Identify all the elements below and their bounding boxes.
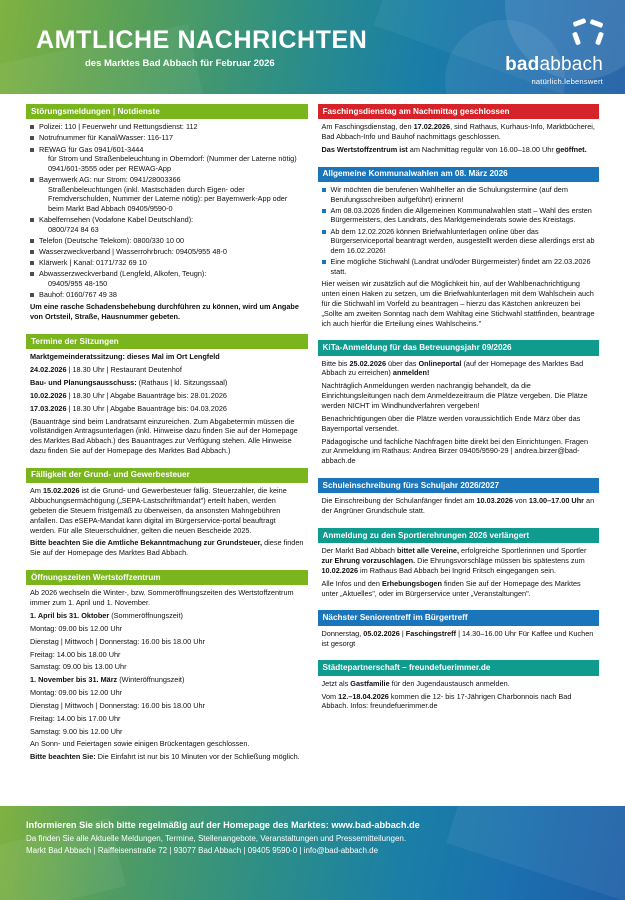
section-body [318,356,600,471]
termin-time-2: 18.30 Uhr [72,390,105,400]
section-body: Marktgemeinderatssitzung: dieses Mal im Ort Lengfeld 24.02.2026 | 18.30 Uhr | Restaurant Deutenhof Bau- und Planungsausschuss: (Rathaus | kl. Sitzungssaal) 10.02.2026 | 18.30 Uhr | Abgabe Bauanträge bis: 28.01.2026 17.03.2026 | 18.30 Uhr | Abgabe Bauanträge bis: 04.03.2026 (Bauanträge sind beim Landratsamt einzureichen. Zum Abgabetermin müssen die vollständigen Antragsunterlagen (inkl. Hinweise dazu finden Sie auf der Homepage des Marktes Bad Abbach.) des Bauantrages zur Verfügung stehen. Alle Hinweise dazu finden Sie auf der Homepage des Marktes Bad Abbach.) [26,349,308,461]
kita-mid2: (auf der Homepage des Marktes Bad Abbach zu erreichen) [321,358,584,378]
termin-date-1: 24.02.2026 [30,365,67,375]
list-item: Klärwerk | Kanal: 0171/732 69 10 [30,258,304,268]
ehrung-m2: Die Ehrungsvorschläge müssen bis spätestens zum [415,556,585,566]
oeffnung-summer-line-4: Samstag: 09.00 bis 13.00 Uhr [30,662,127,672]
fasching-wsz-open: geöffnet. [555,144,587,154]
list-item: Polizei: 110 | Feuerwehr und Rettungsdienst: 112 [30,122,304,132]
content-area [0,94,625,806]
schule-date: 10.03.2026 [476,496,513,506]
oeffnung-summer-line-2: Dienstag | Mittwoch | Donnerstag: 16.00 bis 18.00 Uhr [30,636,205,646]
page-title: AMTLICHE NACHRICHTEN [36,26,368,54]
list-item [30,175,304,214]
faellig-text: ist die Grund- und Gewerbesteuer fällig. Steuerzahler, die keine Abbuchungsermächtigung („SEPA-Lastschriftmandat") erteilt haben, werden gebeten die Steuern fristgemäß zu überweisen, da ansonsten Mahngebühren anfallen. Das eSEPA-Mandat kann digital im Bürgerservice-portal beauftragt werden. Für alle Steuerschuldner, gelten die neuen Bescheide 2025. [30,486,287,535]
section-seniorentreff [318,610,600,653]
section-heading: Schuleinschreibung fürs Schuljahr 2026/2027 [318,478,600,493]
oeffnung-winter-line-4: Samstag: 9.00 bis 12.00 Uhr [30,726,123,736]
oeffnung-winter-title: 1. November bis 31. März [30,675,118,685]
list-item: Wir möchten die berufenen Wahlhelfer an die Schulungstermine (auf dem Berufungsschreiben aufgeführt) erinnern! [322,185,596,204]
senioren-time: | 14.30–16.00 Uhr [456,628,517,638]
kita-register: anmelden! [392,368,430,378]
wahlen-note: Hier weisen wir zusätzlich auf die Möglichkeit hin, auf der Wahlbenachrichtigung unten einen Haken zu setzen, um die Briefwahlunterlagen mit dem Wahlschein auch für die Stichwahl im Vorfeld zu beantragen – hierzu das Kästchen ankreuzen bei „Sollte am zweiten Sonntag nach dem Wahltag eine Stichwahl stattfinden, beantrage ich auch hierfür die Erteilung eines Wahlscheins." [321,279,595,328]
kita-p3: Benachrichtigungen über die Plätze werden voraussichtlich Ende März über das Bayernportal versendet. [321,413,581,433]
section-heading: Allgemeine Kommunalwahlen am 08. März 2026 [318,167,600,182]
senioren-date: 05.02.2026 [363,628,400,638]
oeffnung-winter-line-3: Freitag: 14.00 bis 17.00 Uhr [30,713,121,723]
schule-time: 13.00–17.00 Uhr [528,496,584,506]
section-heading: Termine der Sitzungen [26,334,308,349]
senioren-post: Für Kaffee und Kuchen ist gesorgt [321,628,594,648]
section-body [26,483,308,563]
faellig-bold-note: Bitte beachten Sie die Amtliche Bekanntmachung zur Grundsteuer, [30,538,263,548]
partner-p2-pre: Vom [321,691,339,701]
ehrung-pre: Der Markt Bad Abbach [321,546,397,556]
faellig-date: 15.02.2026 [42,486,80,496]
schule-pre: Die Einschreibung der Schulanfänger findet am [321,496,477,506]
partner-pre: Jetzt als [321,678,351,688]
termine-bau-place: (Rathaus | kl. Sitzungssaal) [138,378,228,387]
kita-pre: Bitte bis [321,358,350,368]
logo-bold: bad [505,54,540,75]
section-body [318,543,600,603]
kita-p4: Pädagogische und fachliche Nachfragen bitte direkt bei den Einrichtungen. Fragen zur Anmeldung im Rathaus: Andrea Birzer 09405/9590-29 | andrea.birzer@bad-abbach.de [321,436,589,466]
logo-wordmark [505,55,603,74]
section-heading: Nächster Seniorentreff im Bürgertreff [318,610,600,625]
section-body [26,585,308,767]
page-footer [0,806,625,900]
section-schuleinschreibung [318,478,600,521]
section-faschingsdienstag [318,104,600,160]
ehrung-p2-bold: Erhebungsbogen [381,578,442,588]
footer-info-line: Da finden Sie alle Aktuelle Meldungen, Termine, Stellenangebote, Veranstaltungen und Pressemitteilungen. [26,834,407,843]
oeffnung-closing-2: Die Einfahrt ist nur bis 10 Minuten vor der Schließung möglich. [95,752,300,762]
termine-intro: Marktgemeinderatssitzung: dieses Mal im Ort Lengfeld [30,352,220,362]
section-heading: Faschingsdienstag am Nachmittag geschlossen [318,104,600,119]
kita-mid: über das [386,358,419,368]
section-heading: Öffnungszeiten Wertstoffzentrum [26,570,308,585]
senioren-sep: | [399,628,406,638]
logo-thin: abbach [539,54,603,75]
oeffnung-summer-sub: (Sommeröffnungszeit) [111,611,183,620]
fasching-wsz-text: am Nachmittag regulär von 16.00–18.00 Uhr [407,144,556,154]
section-staedtepartnerschaft [318,660,600,716]
list-item: Am 08.03.2026 finden die Allgemeinen Kommunalwahlen statt – Wahl des ersten Bürgermeisters, des Landrats, des Marktgemeinderats sowie des Kreistags. [322,206,596,225]
partner-bold: Gastfamilie [350,678,390,688]
right-column [318,104,600,806]
oeffnung-summer-title: 1. April bis 31. Oktober [30,611,110,620]
section-body [318,119,600,160]
fasching-pre: Am Faschingsdienstag, den [321,122,414,132]
termin-date-3: 17.03.2026 [30,403,67,413]
list-item-detail: Straßenbeleuchtungen (inkl. Mastschäden durch Eigen- oder Fremdverschulden, Nummer der Laterne nötig): per Bayernwerk-App oder beim Markt Bad Abbach 09405/9590-0 [48,184,288,213]
termin-time-3: 18.30 Uhr [72,403,105,413]
section-body [318,493,600,521]
section-heading: Störungsmeldungen | Notdienste [26,104,308,119]
list-item-label: Abwasserzweckverband (Lengfeld, Alkofen, Teugn): [39,269,207,278]
page-header [0,0,625,94]
section-stoerungsmeldungen [26,104,308,327]
ehrung-p2-pre: Alle Infos und den [321,578,382,588]
oeffnung-winter-line-2: Dienstag | Mittwoch | Donnerstag: 16.00 bis 18.00 Uhr [30,700,205,710]
oeffnung-closing-1: An Sonn- und Feiertagen sowie einigen Brückentagen geschlossen. [30,739,250,749]
page-subtitle: des Marktes Bad Abbach für Februar 2026 [85,58,275,69]
schule-mid: von [512,496,529,506]
list-item [30,215,304,234]
section-heading: Städtepartnerschaft – freundefuerimmer.de [318,660,600,675]
termine-bau-label: Bau- und Planungsausschuss: [30,378,137,387]
section-termine [26,334,308,461]
logo-mark-icon [573,20,603,50]
kita-portal: Onlineportal [418,358,462,368]
list-item-label: Kabelfernsehen (Vodafone Kabel Deutschland): [39,214,194,224]
section-heading: Fälligkeit der Grund- und Gewerbesteuer [26,468,308,483]
termin-place-3: Abgabe Bauanträge bis: 04.03.2026 [110,403,227,413]
list-item-detail: 09405/955 48-150 [48,278,108,288]
list-item: Wasserzweckverband | Wasserrohrbruch: 09405/955 48-0 [30,247,304,257]
footer-content [0,806,625,855]
list-item-label: Bayernwerk AG: nur Strom: 0941/28003366 [39,174,181,184]
faellig-pre: Am [30,486,43,496]
oeffnung-closing-bold: Bitte beachten Sie: [30,752,96,762]
list-item-detail: für Strom und Straßenbeleuchtung in Oberndorf: (Nummer der Laterne nötig) 0941/601-3555 oder per REWAG-App [48,154,297,173]
partner-p2-post: kommen die 12- bis 17-Jährigen Charbonnois nach Bad Abbach. Infos: freundefuerimmer.de [321,691,572,711]
ehrung-b1: bittet alle Vereine, [396,546,460,556]
wahlen-list [322,185,596,276]
section-body [318,626,600,654]
section-heading: Anmeldung zu den Sportlerehrungen 2026 verlängert [318,528,600,543]
oeffnung-summer-line-3: Freitag: 14.00 bis 18.00 Uhr [30,649,121,659]
emergency-list [30,122,304,299]
section-sportlerehrungen [318,528,600,603]
section-body [318,676,600,717]
logo-claim: natürlich.lebenswert [531,77,603,86]
ehrung-p2-post: finden Sie auf der Homepage des Marktes unter „Aktuelles", oder im Bürgerservice unter „Veranstaltungen". [321,578,581,598]
faellig-note-rest: diese finden Sie auf der Homepage des Marktes Bad Abbach. [30,538,304,558]
schule-post: an der Angrüner Grundschule statt. [321,496,595,516]
list-item-detail: 0800/724 84 63 [48,224,99,234]
termin-place-1: Restaurant Deutenhof [110,365,182,375]
oeffnung-winter-line-1: Montag: 09.00 bis 12.00 Uhr [30,688,123,698]
senioren-event: Faschingstreff [405,628,457,638]
section-heading: KiTa-Anmeldung für das Betreuungsjahr 09/2026 [318,340,600,355]
emergency-closing-note: Um eine rasche Schadensbehebung durchführen zu können, wird um Angabe von Ortsteil, Straße, Hausnummer gebeten. [30,302,299,322]
list-item: Ab dem 12.02.2026 können Briefwahlunterlagen online über das Bürgerserviceportal beantragt werden, ausgestellt werden diese allerdings erst ab dem 16.02.2026! [322,227,596,256]
ehrung-date: 10.02.2026 [321,565,359,575]
oeffnung-intro: Ab 2026 wechseln die Winter-, bzw. Sommeröffnungszeiten des Wertstoffzentrum immer zum 1. April und 1. November. [30,588,294,608]
ehrung-m1: erfolgreiche Sportlerinnen und Sportler [459,546,587,556]
list-item [30,145,304,174]
left-column [26,104,308,806]
footer-homepage-line: Informieren Sie sich bitte regelmäßig auf der Homepage des Marktes: www.bad-abbach.de [26,820,420,830]
section-body [318,182,600,333]
termin-date-2: 10.02.2026 [30,390,67,400]
list-item: Eine mögliche Stichwahl (Landrat und/oder Bürgermeister) findet am 22.03.2026 statt. [322,257,596,276]
termin-time-1: 18.30 Uhr [72,365,105,375]
ehrung-post: im Rathaus Bad Abbach bei Ingrid Fritsch eingegangen sein. [358,565,556,575]
list-item: Bauhof: 0160/767 49 38 [30,290,304,300]
list-item [30,269,304,288]
footer-contact-line: Markt Bad Abbach | Raiffeisenstraße 72 | 93077 Bad Abbach | 09405 9590-0 | info@bad-abbach.de [26,846,379,855]
partner-p2-date: 12.–18.04.2026 [338,691,389,701]
fasching-date: 17.02.2026 [413,122,451,132]
section-body [26,119,308,327]
oeffnung-summer-line-1: Montag: 09.00 bis 12.00 Uhr [30,623,123,633]
fasching-wsz-bold: Das Wertstoffzentrum ist [321,144,408,154]
kita-date: 25.02.2026 [349,358,387,368]
section-kita-anmeldung [318,340,600,471]
section-faelligkeit [26,468,308,563]
section-kommunalwahlen [318,167,600,334]
partner-post: für den Jugendaustausch anmelden. [389,678,510,688]
oeffnung-winter-sub: (Winteröffnungszeit) [119,675,185,685]
municipality-logo [505,20,603,86]
section-oeffnungszeiten [26,570,308,767]
list-item: Telefon (Deutsche Telekom): 0800/330 10 00 [30,236,304,246]
termin-place-2: Abgabe Bauanträge bis: 28.01.2026 [110,390,227,400]
fasching-text: , sind Rathaus, Kurhaus-Info, Marktbücherei, Bad Abbach-Info und Bauhof nachmittags geschlossen. [321,122,595,142]
termine-note: (Bauanträge sind beim Landratsamt einzureichen. Zum Abgabetermin müssen die vollständigen Antragsunterlagen (inkl. Hinweise dazu finden Sie auf der Homepage des Marktes Bad Abbach.) des Bauantrages zur Verfügung stehen. Alle Hinweise dazu finden Sie auf der Homepage des Marktes Bad Abbach.) [30,416,298,456]
senioren-pre: Donnerstag, [321,628,364,638]
kita-p2: Nachträglich Anmeldungen werden nachrangig behandelt, da die Einrichtungsleitungen nach dem Anmeldezeitraum die Plätze vergeben. Die Plätze werden NICHT im Windhundverfahren vergeben! [321,381,588,410]
ehrung-b2: zur Ehrung vorzuschlagen. [321,556,416,566]
list-item-label: REWAG für Gas 0941/601-3444 [39,144,144,154]
list-item: Notrufnummer für Kanal/Wasser: 116-117 [30,133,304,143]
